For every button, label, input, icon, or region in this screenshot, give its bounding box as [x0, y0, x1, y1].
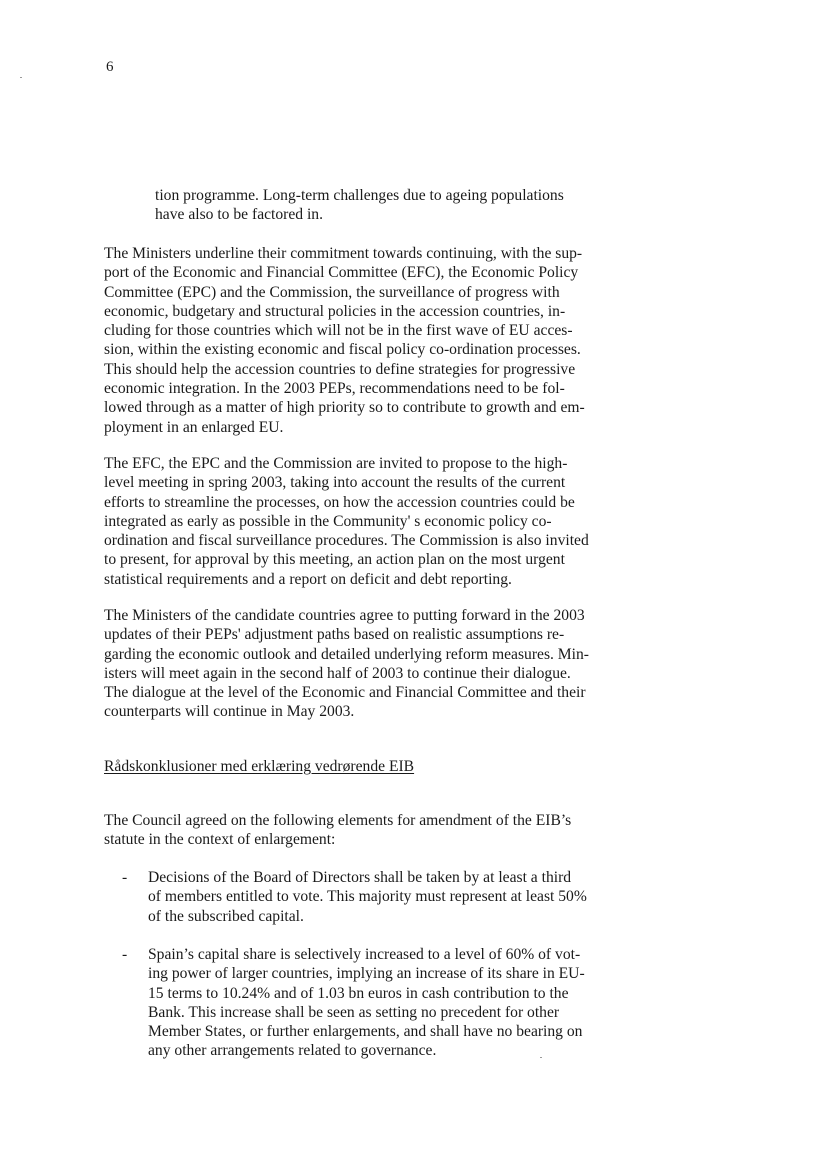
text-line: cluding for those countries which will not be in the first wave of EU acces- [104, 322, 573, 340]
text-line: ing power of larger countries, implying an increase of its share in EU- [148, 965, 585, 983]
bullet-text [148, 945, 585, 1061]
text-line: sion, within the existing economic and fiscal policy co-ordination processes. [104, 341, 581, 359]
text-line: statistical requirements and a report on deficit and debt reporting. [104, 570, 512, 588]
text-line: tion programme. Long-term challenges due to ageing populations [155, 187, 564, 204]
text-line: economic, budgetary and structural policies in the accession countries, in- [104, 302, 566, 320]
bullet-text [148, 868, 587, 926]
text-line: efforts to streamline the processes, on how the accession countries could be [104, 493, 575, 511]
text-line: ployment in an enlarged EU. [104, 418, 284, 436]
text-line: Spain’s capital share is selectively increased to a level of 60% of vot- [148, 946, 581, 963]
text-line: level meeting in spring 2003, taking into account the results of the current [104, 474, 566, 492]
list-item [122, 945, 642, 1063]
text-line: counterparts will continue in May 2003. [104, 703, 355, 721]
bullet-marker: - [122, 869, 128, 886]
paragraph-continuation [155, 186, 564, 225]
text-line: Committee (EPC) and the Commission, the surveillance of progress with [104, 283, 560, 301]
text-line: garding the economic outlook and detailed underlying reform measures. Min- [104, 645, 589, 663]
list-item [122, 868, 642, 928]
text-line: This should help the accession countries to define strategies for progressive [104, 360, 576, 378]
paragraph-ministers-commitment [104, 244, 585, 437]
text-line: have also to be factored in. [155, 206, 323, 224]
scan-speck [20, 77, 22, 78]
text-line: The dialogue at the level of the Economic and Financial Committee and their [104, 684, 586, 702]
text-line: ordination and fiscal surveillance procedures. The Commission is also invited [104, 532, 589, 550]
text-line: to present, for approval by this meeting, an action plan on the most urgent [104, 551, 565, 569]
paragraph-efc-epc-commission [104, 454, 589, 589]
text-line: The Ministers of the candidate countries agree to putting forward in the 2003 [104, 607, 585, 624]
text-line: The EFC, the EPC and the Commission are invited to propose to the high- [104, 455, 568, 472]
text-line: of the subscribed capital. [148, 907, 304, 925]
text-line: integrated as early as possible in the Community' s economic policy co- [104, 512, 552, 530]
paragraph-council-agreed [104, 811, 571, 850]
page-number: 6 [106, 59, 114, 75]
text-line: any other arrangements related to governance. [148, 1042, 437, 1060]
text-line: port of the Economic and Financial Committee (EFC), the Economic Policy [104, 264, 579, 282]
text-line: 15 terms to 10.24% and of 1.03 bn euros in cash contribution to the [148, 984, 569, 1002]
bullet-marker: - [122, 946, 128, 963]
text-line: economic integration. In the 2003 PEPs, recommendations need to be fol- [104, 380, 565, 398]
paragraph-candidate-countries [104, 606, 589, 722]
section-heading: Rådskonklusioner med erklæring vedrørende EIB [104, 758, 415, 775]
text-line: updates of their PEPs' adjustment paths based on realistic assumptions re- [104, 626, 565, 644]
text-line: The Ministers underline their commitment towards continuing, with the sup- [104, 245, 583, 262]
text-line: of members entitled to vote. This majority must represent at least 50% [148, 888, 587, 906]
text-line: statute in the context of enlargement: [104, 831, 336, 849]
text-line: Member States, or further enlargements, and shall have no bearing on [148, 1023, 583, 1041]
text-line: The Council agreed on the following elements for amendment of the EIB’s [104, 812, 572, 829]
text-line: lowed through as a matter of high priority so to contribute to growth and em- [104, 399, 585, 417]
text-line: Decisions of the Board of Directors shall be taken by at least a third [148, 869, 572, 886]
text-line: Bank. This increase shall be seen as setting no precedent for other [148, 1003, 560, 1021]
text-line: isters will meet again in the second half of 2003 to continue their dialogue. [104, 664, 571, 682]
